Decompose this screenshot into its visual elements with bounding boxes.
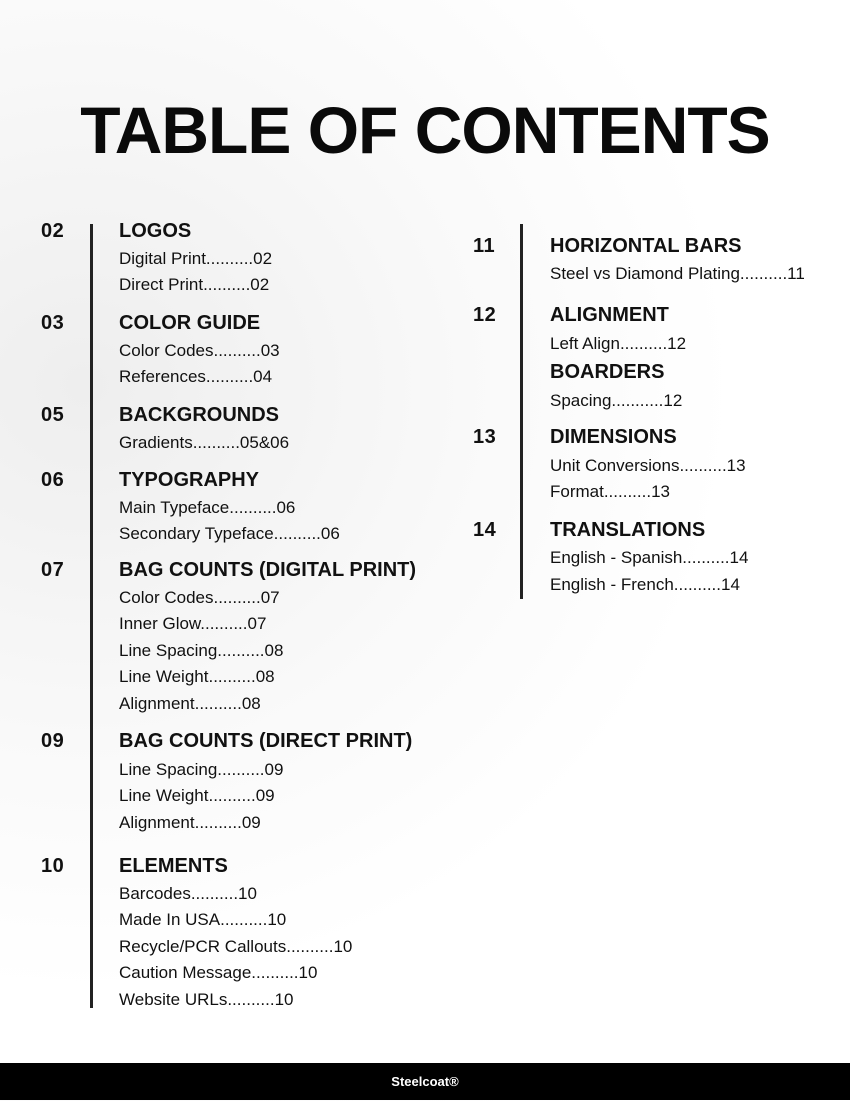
- section-heading: ALIGNMENT: [550, 304, 669, 326]
- footer-bar: [0, 1063, 850, 1100]
- toc-entry[interactable]: Line Weight..........09: [119, 786, 275, 805]
- toc-entry[interactable]: Line Weight..........08: [119, 667, 275, 686]
- page-title: TABLE OF CONTENTS: [80, 93, 770, 167]
- section-number: 13: [473, 426, 497, 448]
- toc-entry[interactable]: Alignment..........09: [119, 813, 261, 832]
- toc-entry[interactable]: Line Spacing..........08: [119, 641, 284, 660]
- toc-entry[interactable]: Inner Glow..........07: [119, 614, 267, 633]
- section-heading: BAG COUNTS (DIRECT PRINT): [119, 730, 413, 752]
- section-heading: BACKGROUNDS: [119, 404, 279, 426]
- toc-entry[interactable]: English - Spanish..........14: [550, 548, 749, 567]
- section-heading: HORIZONTAL BARS: [550, 235, 742, 257]
- toc-entry[interactable]: Unit Conversions..........13: [550, 456, 746, 475]
- toc-entry[interactable]: Main Typeface..........06: [119, 498, 296, 517]
- toc-entry[interactable]: English - French..........14: [550, 575, 740, 594]
- toc-entry[interactable]: Website URLs..........10: [119, 990, 294, 1009]
- section-heading: BOARDERS: [550, 361, 665, 383]
- toc-entry[interactable]: Direct Print..........02: [119, 275, 270, 294]
- toc-entry[interactable]: Left Align..........12: [550, 334, 687, 353]
- toc-entry[interactable]: Digital Print..........02: [119, 249, 273, 268]
- left-column-divider: [90, 224, 93, 1008]
- right-column-divider: [520, 224, 523, 599]
- toc-entry[interactable]: References..........04: [119, 367, 273, 386]
- section-number: 03: [41, 312, 65, 334]
- toc-entry[interactable]: Gradients..........05&06: [119, 433, 290, 452]
- toc-entry[interactable]: Secondary Typeface..........06: [119, 524, 340, 543]
- toc-entry[interactable]: Format..........13: [550, 482, 670, 501]
- toc-entry[interactable]: Color Codes..........03: [119, 341, 280, 360]
- section-heading: TYPOGRAPHY: [119, 469, 260, 491]
- section-number: 02: [41, 220, 65, 242]
- section-number: 06: [41, 469, 65, 491]
- section-number: 11: [473, 235, 496, 257]
- toc-entry[interactable]: Recycle/PCR Callouts..........10: [119, 937, 353, 956]
- section-heading: COLOR GUIDE: [119, 312, 261, 334]
- section-number: 07: [41, 559, 65, 581]
- toc-entry[interactable]: Spacing...........12: [550, 391, 683, 410]
- toc-entry[interactable]: Caution Message..........10: [119, 963, 318, 982]
- section-heading: ELEMENTS: [119, 855, 228, 877]
- toc-entry[interactable]: Barcodes..........10: [119, 884, 257, 903]
- section-heading: TRANSLATIONS: [550, 519, 706, 541]
- footer-brand: Steelcoat®: [391, 1074, 459, 1089]
- toc-entry[interactable]: Alignment..........08: [119, 694, 261, 713]
- section-heading: BAG COUNTS (DIGITAL PRINT): [119, 559, 417, 581]
- section-number: 05: [41, 404, 65, 426]
- toc-entry[interactable]: Color Codes..........07: [119, 588, 280, 607]
- section-number: 10: [41, 855, 65, 877]
- toc-entry[interactable]: Made In USA..........10: [119, 910, 287, 929]
- section-number: 09: [41, 730, 65, 752]
- section-number: 12: [473, 304, 497, 326]
- section-heading: DIMENSIONS: [550, 426, 677, 448]
- section-heading: LOGOS: [119, 220, 192, 242]
- toc-entry[interactable]: Line Spacing..........09: [119, 760, 284, 779]
- toc-entry[interactable]: Steel vs Diamond Plating..........11: [550, 264, 805, 283]
- section-number: 14: [473, 519, 497, 541]
